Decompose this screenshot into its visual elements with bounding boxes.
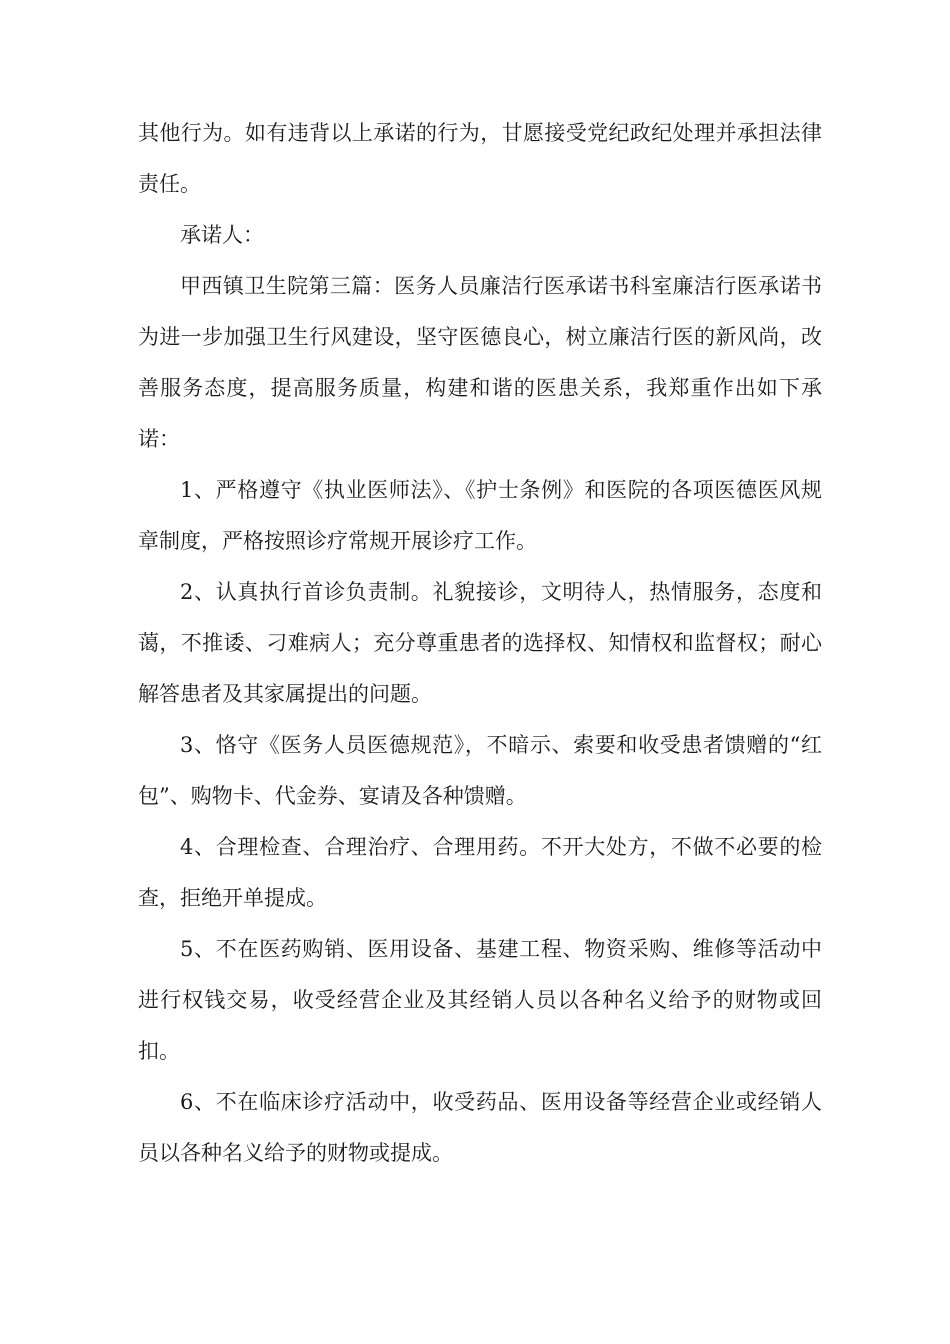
paragraph-item-4: 4、合理检查、合理治疗、合理用药。不开大处方，不做不必要的检查，拒绝开单提成。	[138, 835, 822, 910]
paragraph-item-1: 1、严格遵守《执业医师法》、《护士条例》和医院的各项医德医风规章制度，严格按照诊疗常规开展诊疗工作。	[138, 478, 822, 553]
paragraph-item-3: 3、恪守《医务人员医德规范》，不暗示、索要和收受患者馈赠的“红包”、购物卡、代金券、宴请及各种馈赠。	[138, 733, 822, 808]
document-body	[138, 108, 822, 1179]
paragraph-item-6: 6、不在临床诊疗活动中，收受药品、医用设备等经营企业或经销人员以各种名义给予的财物或提成。	[138, 1090, 822, 1165]
paragraph-item-5: 5、不在医药购销、医用设备、基建工程、物资采购、维修等活动中进行权钱交易，收受经营企业及其经销人员以各种名义给予的财物或回扣。	[138, 937, 822, 1063]
paragraph-intro: 甲西镇卫生院第三篇：医务人员廉洁行医承诺书科室廉洁行医承诺书为进一步加强卫生行风建设，坚守医德良心，树立廉洁行医的新风尚，改善服务态度，提高服务质量，构建和谐的医患关系，我郑重作出如下承诺：	[138, 274, 822, 451]
paragraph-signatory: 承诺人：	[180, 223, 264, 247]
paragraph-continuation: 其他行为。如有违背以上承诺的行为，甘愿接受党纪政纪处理并承担法律责任。	[138, 121, 822, 196]
paragraph-item-2: 2、认真执行首诊负责制。礼貌接诊，文明待人，热情服务，态度和蔼，不推诿、刁难病人；充分尊重患者的选择权、知情权和监督权；耐心解答患者及其家属提出的问题。	[138, 580, 822, 706]
